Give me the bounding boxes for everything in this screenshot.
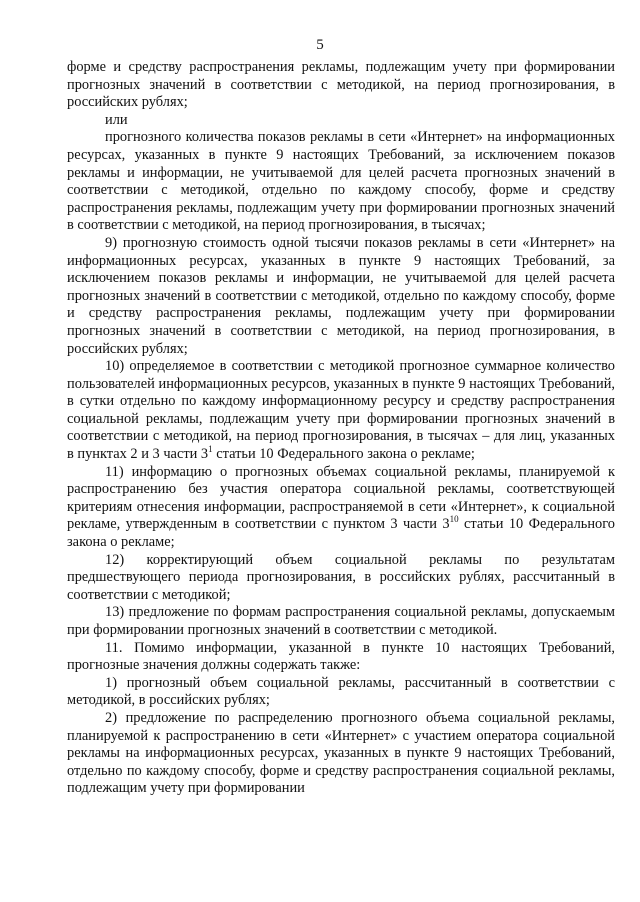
paragraph-item-11 [67,464,615,552]
paragraph-text-after: статьи 10 Федерального закона о рекламе; [67,516,615,551]
paragraph-continuation [67,59,615,112]
document-body [67,59,615,798]
paragraph-text: прогнозного количества показов рекламы в сети «Интернет» на информационных ресурсах, указанных в пункте 9 настоящих Требований, за исключением показов рекламы и информации, не учитываемой для целей расчета прогнозных значений в соответствии с методикой, отдельно по каждому способу, форме и средству распространения рекламы, подлежащим учету при формировании прогнозных значений в соответствии с методикой, на период прогнозирования, в тысячах; [67,129,615,234]
paragraph-forecast-quantity [67,129,615,235]
paragraph-item-9 [67,235,615,358]
superscript: 1 [208,444,213,455]
page-number: 5 [316,37,324,53]
paragraph-text: или [105,111,128,128]
paragraph-text: 12) корректирующий объем социальной рекламы по результатам предшествующего периода прогнозирования, в российских рублях, рассчитанный в соответствии с методикой; [67,551,615,603]
paragraph-text: 11. Помимо информации, указанной в пункте 10 настоящих Требований, прогнозные значения должны содержать также: [67,639,615,674]
paragraph-or [67,112,615,130]
paragraph-item-10 [67,358,615,464]
paragraph-text: 11) информацию о прогнозных объемах социальной рекламы, планируемой к распространению без участия оператора социальной рекламы, соответствующей критериям отнесения информации, распространяемой в сети «Интернет», к социальной рекламе, утвержденным в соответствии с пунктом 3 части 3 [67,463,615,533]
superscript: 10 [449,514,459,525]
paragraph-text: 13) предложение по формам распространения социальной рекламы, допускаемым при формировании прогнозных значений в соответствии с методикой. [67,604,615,638]
paragraph-section-11-item-2 [67,710,615,798]
paragraph-item-13 [67,604,615,639]
paragraph-text: 10) определяемое в соответствии с методикой прогнозное суммарное количество пользователей информационных ресурсов, указанных в пункте 9 настоящих Требований, в сутки отдельно по каждому информационному ресурсу и средству распространения социальной рекламы, подлежащим учету при формировании прогнозных значений в соответствии с методикой, на период прогнозирования, в тысячах – для лиц, указанных в пунктах 2 и 3 части 3 [67,358,615,463]
paragraph-section-11 [67,640,615,675]
paragraph-text: 2) предложение по распределению прогнозного объема социальной рекламы, планируемой к распространению в сети «Интернет» с участием оператора социальной рекламы на информационных ресурсах, указанных в пункте 9 настоящих Требований, отдельно по каждому способу, форме и средству распространения социальной рекламы, подлежащим учету при формировании [67,709,615,797]
paragraph-text: форме и средству распространения рекламы, подлежащим учету при формировании прогнозных значений в соответствии с методикой, на период прогнозирования, в российских рублях; [67,59,615,111]
paragraph-text: 9) прогнозную стоимость одной тысячи показов рекламы в сети «Интернет» на информационных ресурсах, указанных в пункте 9 настоящих Требований, за исключением показов рекламы и информации, не учитываемой для целей расчета прогнозных значений в соответствии с методикой, отдельно по каждому способу, форме и средству распространения рекламы, подлежащим учету при формировании прогнозных значений в соответствии с методикой, на период прогнозирования, в российских рублях; [67,234,615,357]
paragraph-item-12 [67,552,615,605]
paragraph-section-11-item-1 [67,675,615,710]
paragraph-text: 1) прогнозный объем социальной рекламы, рассчитанный в соответствии с методикой, в российских рублях; [67,674,615,709]
paragraph-text-after: статьи 10 Федерального закона о рекламе; [212,446,475,463]
